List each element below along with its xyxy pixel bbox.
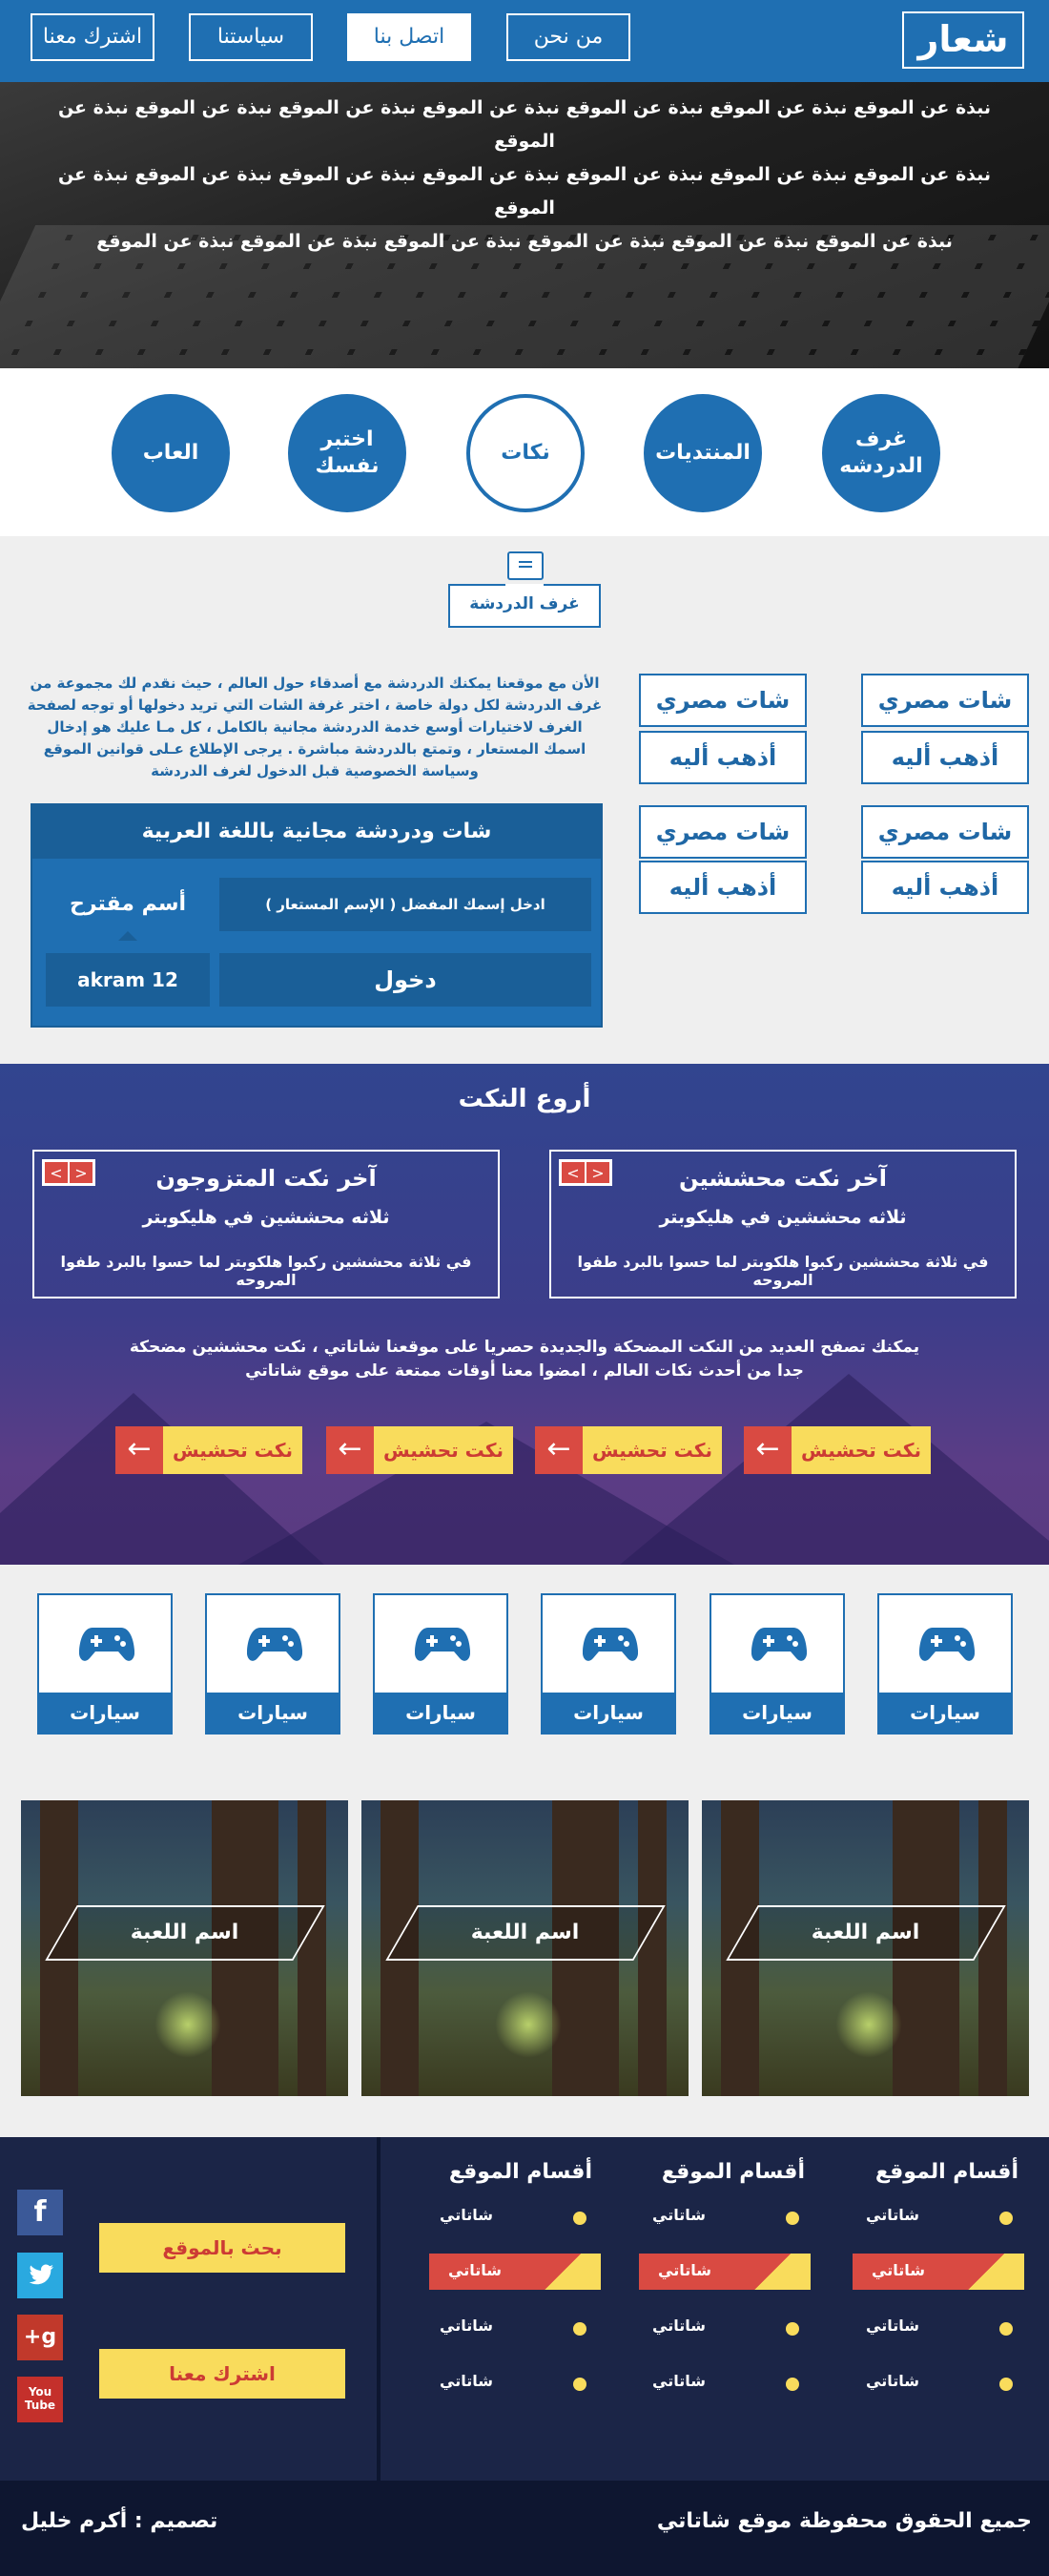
bullet-icon [786,2322,799,2336]
arrow-left-icon: ← [535,1426,583,1474]
game-card[interactable] [877,1593,1013,1735]
nickname-input[interactable]: ادخل إسمك المفضل ( الإسم المستعار ) [219,878,591,931]
light-glow [835,1991,902,2058]
footer-link-active[interactable]: شاتاتي [639,2254,811,2290]
chevron-left-icon[interactable]: < [69,1161,93,1184]
jokes-category-button[interactable] [326,1426,513,1474]
footer-link[interactable]: شاتاتي [847,2198,1018,2234]
designer-credit: تصميم : أكرم خليل [21,2509,218,2533]
circle-jokes[interactable]: نكات [466,394,585,512]
suggested-name-label: أسم مقترح [69,892,187,916]
game-card[interactable] [541,1593,676,1735]
joke-subtitle: ثلاثه محششين في هليكوبتر [659,1207,907,1228]
game-card-label: سيارات [711,1693,843,1733]
footer-link[interactable]: شاتاتي [633,2309,805,2345]
nav-policy[interactable]: سياستنا [189,13,313,61]
youtube-icon[interactable]: You Tube [17,2377,63,2422]
hero-line: نبذة عن الموقع نبذة عن الموقع نبذة عن الموقع نبذة عن الموقع نبذة عن الموقع نبذة عن الموقع نبذة عن الموقع [57,164,992,218]
chat-room-go-button[interactable]: أذهب أليه [861,731,1029,784]
circle-forums[interactable]: المنتديات [644,394,762,512]
game-image-card[interactable] [21,1800,348,2096]
bullet-icon [999,2378,1013,2391]
jokes-category-button[interactable] [535,1426,722,1474]
jokes-section [0,1064,1049,1565]
joke-subtitle: ثلاثه محششين في هليكوبتر [142,1207,390,1228]
game-card-label: سيارات [375,1693,506,1733]
game-name: اسم اللعبة [130,1921,239,1944]
bullet-icon [573,2378,586,2391]
chevron-left-icon[interactable]: < [586,1161,610,1184]
hero-text [52,92,997,259]
joke-body: في ثلاثة محششين ركبوا هلكوبتر لما حسوا بالبرد طفوا المروحه [60,1253,472,1289]
bullet-icon [573,2212,586,2225]
gamepad-icon [79,1624,134,1666]
chat-room-go-button[interactable]: أذهب أليه [861,861,1029,914]
gamepad-icon [583,1624,638,1666]
facebook-icon[interactable]: f [17,2190,63,2235]
nav-contact[interactable]: اتصل بنا [347,13,471,61]
game-card-label: سيارات [879,1693,1011,1733]
desc-line: غرف الدردشة لكل دولة خاصة ، اختر غرفة الشات التي تريد دخولها أو توجه لصفحة [27,696,603,714]
game-card[interactable] [205,1593,340,1735]
chat-room-name[interactable]: شات مصري [639,805,807,859]
circle-quiz[interactable]: اختبر نفسك [288,394,406,512]
game-card[interactable] [373,1593,508,1735]
footer-link[interactable]: شاتاتي [847,2364,1018,2400]
arrow-left-icon: ← [744,1426,792,1474]
desc-line: وسياسة الخصوصية قبل الدخول لغرف الدردشة [151,762,479,779]
footer-link[interactable]: شاتاتي [421,2198,592,2234]
sections-bar [0,368,1049,536]
chat-room-go-button[interactable]: أذهب أليه [639,731,807,784]
suggested-name-value[interactable]: akram 12 [46,953,210,1007]
gamepad-icon [247,1624,302,1666]
chat-room-name[interactable]: شات مصري [639,674,807,727]
chat-section-tab: غرف الدردشة [448,584,601,628]
chat-box-title: شات ودردشة مجانية باللغة العربية [32,805,601,859]
footer-link[interactable]: شاتاتي [633,2364,805,2400]
arrow-left-icon: ← [326,1426,374,1474]
chat-description [24,673,606,782]
gamepad-icon [751,1624,807,1666]
desc-line: يمكنك تصفح العديد من النكت المضحكة والجديدة حصريا على موقعنا شاتاتي ، نكت محششين مضحكة [129,1338,920,1357]
joke-body: في ثلاثة محششين ركبوا هلكوبتر لما حسوا بالبرد طفوا المروحه [577,1253,989,1289]
button-label: نكت تحشيش [374,1426,513,1474]
game-name: اسم اللعبة [811,1921,920,1944]
subscribe-button[interactable]: اشترك معنا [99,2349,345,2399]
gamepad-icon [919,1624,975,1666]
chat-bubble-icon [507,551,544,580]
jokes-category-button[interactable] [115,1426,302,1474]
joke-card [32,1150,500,1298]
hero-line: نبذة عن الموقع نبذة عن الموقع نبذة عن الموقع نبذة عن الموقع نبذة عن الموقع نبذة عن الموقع [96,231,953,252]
game-card-label: سيارات [543,1693,674,1733]
game-card-label: سيارات [39,1693,171,1733]
twitter-icon[interactable] [17,2253,63,2298]
footer-divider [377,2137,381,2481]
light-glow [154,1991,221,2058]
desc-line: اسمك المستعار ، وتمتع بالدردشة مباشرة . يرجى الإطلاع عـلى قوانين الموقع [43,740,586,758]
bullet-icon [786,2378,799,2391]
google-plus-icon[interactable]: g+ [17,2315,63,2360]
site-search-button[interactable]: بحث بالموقع [99,2223,345,2273]
button-label: نكت تحشيش [163,1426,302,1474]
footer-link[interactable]: شاتاتي [847,2309,1018,2345]
button-label: نكت تحشيش [583,1426,722,1474]
game-card[interactable] [37,1593,173,1735]
chat-room-name[interactable]: شات مصري [861,805,1029,859]
tab-border [544,584,601,586]
arrow-left-icon: ← [115,1426,163,1474]
chat-room-go-button[interactable]: أذهب أليه [639,861,807,914]
desc-line: جدا من أحدث نكات العالم ، امضوا معنا أوقات ممتعة على موقع شاتاتي [245,1361,804,1381]
chevron-right-icon[interactable]: > [561,1161,586,1184]
game-card[interactable] [710,1593,845,1735]
footer-column-title: أقسام الموقع [448,2160,592,2184]
bullet-icon [573,2322,586,2336]
footer-column-title: أقسام الموقع [661,2160,805,2184]
desc-line: الأن مع موقعنا يمكنك الدردشة مع أصدقاء حول العالم ، حيث نقدم لك مجموعة من [30,675,600,692]
footer-link[interactable]: شاتاتي [633,2198,805,2234]
copyright-text: جميع الحقوق محفوظة موقع شاتاتي [656,2509,1032,2533]
tab-border [448,584,505,586]
joke-title: آخر نكت محششين [679,1165,887,1192]
joke-title: آخر نكت المتزوجون [155,1165,377,1192]
light-glow [495,1991,562,2058]
game-image-card[interactable] [361,1800,689,2096]
site-logo[interactable]: شعار [902,11,1024,69]
game-image-card[interactable] [702,1800,1029,2096]
button-label: نكت تحشيش [792,1426,931,1474]
joke-card [549,1150,1017,1298]
bullet-icon [786,2212,799,2225]
bullet-icon [999,2212,1013,2225]
nav-about[interactable]: من نحن [506,13,630,61]
desc-line: الغرف لاختيارات أوسع خدمة الدردشة مجانية بالكامل ، كل مـا عليك هو إدخال [47,718,583,736]
jokes-category-button[interactable] [744,1426,931,1474]
game-card-label: سيارات [207,1693,339,1733]
footer-link-active[interactable]: شاتاتي [429,2254,601,2290]
chevron-right-icon[interactable]: > [44,1161,69,1184]
game-name: اسم اللعبة [470,1921,580,1944]
footer-column-title: أقسام الموقع [874,2160,1018,2184]
login-button[interactable]: دخول [219,953,591,1007]
nav-subscribe[interactable]: اشترك معنا [31,13,154,61]
jokes-title: أروع النكت [458,1085,591,1113]
chat-room-name[interactable]: شات مصري [861,674,1029,727]
circle-chat-rooms[interactable]: غرف الدردشه [822,394,940,512]
footer-link[interactable]: شاتاتي [421,2364,592,2400]
footer-link[interactable]: شاتاتي [421,2309,592,2345]
circle-games[interactable]: العاب [112,394,230,512]
bullet-icon [999,2322,1013,2336]
hero-line: نبذة عن الموقع نبذة عن الموقع نبذة عن الموقع نبذة عن الموقع نبذة عن الموقع نبذة عن الموقع نبذة عن الموقع [57,97,992,152]
footer-link-active[interactable]: شاتاتي [853,2254,1024,2290]
chat-login-box [31,803,603,1028]
jokes-description [95,1336,954,1383]
pointer-icon [118,931,137,941]
gamepad-icon [415,1624,470,1666]
